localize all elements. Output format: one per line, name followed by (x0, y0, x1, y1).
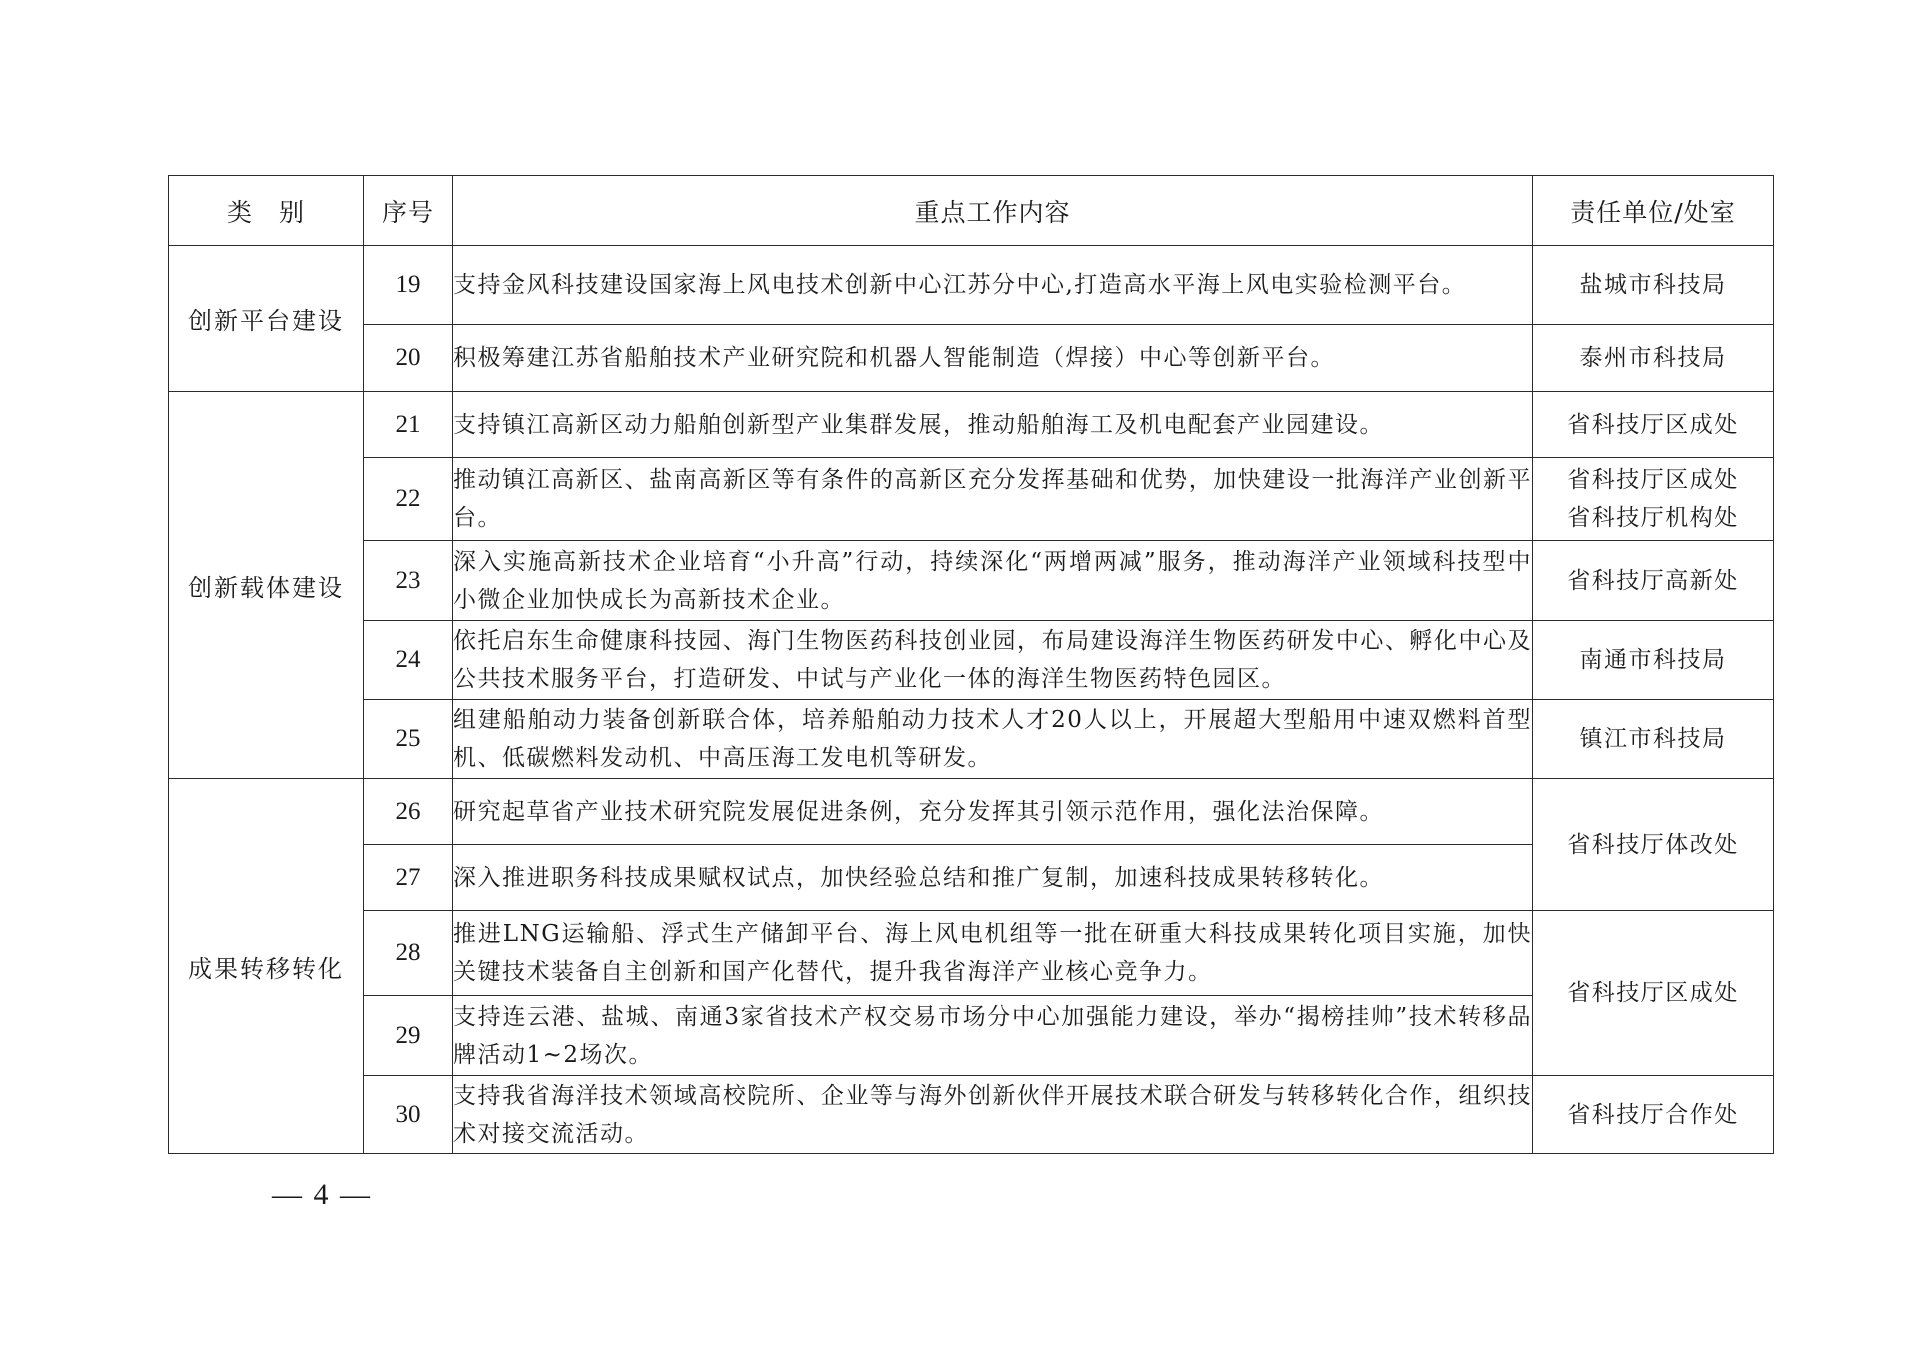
row-content: 支持我省海洋技术领域高校院所、企业等与海外创新伙伴开展技术联合研发与转移转化合作，组织技术对接交流活动。 (453, 1076, 1533, 1154)
row-unit (1533, 911, 1774, 1076)
row-number: 22 (364, 458, 453, 541)
row-number: 20 (364, 325, 453, 392)
unit-text: 省科技厅区成处 (1567, 980, 1739, 1006)
row-content: 深入实施高新技术企业培育“小升高”行动，持续深化“两增两减”服务，推动海洋产业领域科技型中小微企业加快成长为高新技术企业。 (453, 541, 1533, 621)
row-unit (1533, 541, 1774, 621)
page-number: — 4 — (272, 1178, 372, 1211)
table-row (169, 621, 1774, 700)
row-number: 21 (364, 392, 453, 458)
row-number: 29 (364, 996, 453, 1076)
row-content: 支持连云港、盐城、南通3家省技术产权交易市场分中心加强能力建设，举办“揭榜挂帅”技术转移品牌活动1~2场次。 (453, 996, 1533, 1076)
unit-text: 省科技厅合作处 (1567, 1101, 1739, 1128)
table-row (169, 458, 1774, 541)
table-row (169, 541, 1774, 621)
row-unit (1533, 392, 1774, 458)
row-number: 27 (364, 845, 453, 911)
work-plan-table (168, 175, 1774, 1154)
category-cell-platform: 创新平台建设 (169, 246, 364, 392)
row-content: 推进LNG运输船、浮式生产储卸平台、海上风电机组等一批在研重大科技成果转化项目实施，加快关键技术装备自主创新和国产化替代，提升我省海洋产业核心竞争力。 (453, 911, 1533, 996)
row-content: 深入推进职务科技成果赋权试点，加快经验总结和推广复制，加速科技成果转移转化。 (453, 845, 1533, 911)
header-row (169, 176, 1774, 246)
unit-text: 镇江市科技局 (1579, 726, 1727, 752)
unit-text: 省科技厅高新处 (1567, 567, 1739, 594)
unit-text: 省科技厅区成处 (1567, 411, 1739, 438)
row-unit (1533, 779, 1774, 911)
row-unit (1533, 325, 1774, 392)
table-row (169, 700, 1774, 779)
header-unit: 责任单位/处室 (1533, 176, 1774, 246)
row-number: 26 (364, 779, 453, 845)
row-content: 支持镇江高新区动力船舶创新型产业集群发展，推动船舶海工及机电配套产业园建设。 (453, 392, 1533, 458)
row-number: 23 (364, 541, 453, 621)
row-number: 30 (364, 1076, 453, 1154)
row-number: 25 (364, 700, 453, 779)
header-content: 重点工作内容 (453, 176, 1533, 246)
row-unit (1533, 246, 1774, 325)
unit-text: 省科技厅区成处 (1567, 467, 1739, 493)
row-content: 支持金风科技建设国家海上风电技术创新中心江苏分中心,打造高水平海上风电实验检测平台。 (453, 246, 1533, 325)
header-number: 序号 (364, 176, 453, 246)
row-unit (1533, 700, 1774, 779)
row-number: 28 (364, 911, 453, 996)
row-unit (1533, 458, 1774, 541)
table-row (169, 911, 1774, 996)
table-row (169, 246, 1774, 325)
row-content: 研究起草省产业技术研究院发展促进条例，充分发挥其引领示范作用，强化法治保障。 (453, 779, 1533, 845)
header-category: 类 别 (169, 176, 364, 246)
row-content: 组建船舶动力装备创新联合体，培养船舶动力技术人才20人以上，开展超大型船用中速双燃料首型机、低碳燃料发动机、中高压海工发电机等研发。 (453, 700, 1533, 779)
unit-text: 省科技厅体改处 (1567, 831, 1739, 858)
row-content: 积极筹建江苏省船舶技术产业研究院和机器人智能制造（焊接）中心等创新平台。 (453, 325, 1533, 392)
row-unit (1533, 1076, 1774, 1154)
row-content: 推动镇江高新区、盐南高新区等有条件的高新区充分发挥基础和优势，加快建设一批海洋产业创新平台。 (453, 458, 1533, 541)
unit-text: 省科技厅机构处 (1567, 505, 1739, 531)
row-number: 19 (364, 246, 453, 325)
unit-text: 南通市科技局 (1579, 647, 1727, 673)
row-unit (1533, 621, 1774, 700)
category-cell-carrier: 创新载体建设 (169, 392, 364, 779)
table-row (169, 392, 1774, 458)
unit-text: 盐城市科技局 (1579, 272, 1727, 298)
table-row (169, 779, 1774, 845)
unit-text: 泰州市科技局 (1579, 345, 1727, 371)
row-content: 依托启东生命健康科技园、海门生物医药科技创业园，布局建设海洋生物医药研发中心、孵化中心及公共技术服务平台，打造研发、中试与产业化一体的海洋生物医药特色园区。 (453, 621, 1533, 700)
category-cell-transfer: 成果转移转化 (169, 779, 364, 1154)
table-row (169, 1076, 1774, 1154)
row-number: 24 (364, 621, 453, 700)
table-row (169, 325, 1774, 392)
